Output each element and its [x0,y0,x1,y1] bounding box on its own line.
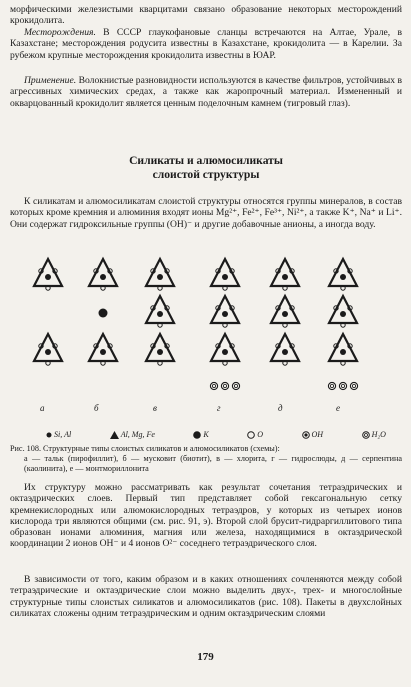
structure-block [329,259,357,290]
structure-block [211,296,239,327]
structure-block [89,334,117,365]
legend-si-al: Si, Al [46,430,71,439]
intro-paragraph: К силикатам и алюмосиликатам слоистой структуры относятся группы минералов, в состав которых кроме кремния и алюминия входят ионы Mg²⁺, Fe²⁺, Fe³⁺, Ni²⁺, а также K⁺, Na⁺ и Li⁺. Они содержат гидроксильные группы (OH)⁻ и другие добавочные анионы, а иногда воду. [10,196,402,230]
body-paragraph-1: Их структуру можно рассматривать как результат сочетания тетраэдрических и октаэдрических слоев. Первый тип представляет собой гексагональную сетку кремнекислородных или алюмокислородных тетраэдров, у которых из четырех ионов кислорода три являются общими (см. рис. 91, э). Второй слой брусит-гидраргиллитового типа образован ионами алюминия, магния или железа, находящимися в октаэдрической координации 2 ионов OH⁻ и 4 ионов O²⁻ соседнего тетраэдрического слоя. [10,482,402,550]
top-paragraph: морфическими железистыми кварцитами связано образование некоторых месторождений крокидолита. [10,4,402,27]
legend-h2o: H₂O [362,430,386,439]
structure-block [271,296,299,327]
figure-label-b: б [94,403,99,413]
body-paragraph-2: В зависимости от того, каким образом и в каких отношениях сочленяются между собой тетраэдрические и октаэдрические слои можно выделить двух-, трех- и многослойные структурные типы слоистых силикатов и алюмосиликатов (рис. 108). Пакеты в двухслойных силикатах сложены одним тетраэдрическим и одним октаэдрическим слоями [10,574,402,619]
structure-block [329,296,357,327]
water-molecule-core [234,384,237,387]
water-molecule-core [223,384,226,387]
legend-oh: OH [302,430,324,439]
water-molecule [221,382,228,389]
figure-label-d: д [278,403,283,413]
figure-label-e: е [336,403,340,413]
water-molecule [232,382,239,389]
legend-k: K [193,430,208,439]
deposits-text: В СССР глаукофановые сланцы встречаются на Алтае, Урале, в Казахстане; месторождения родусита известны в Казахстане, крокидолита — в Карелии. За рубежом крупные месторождения крокидолита известны в ЮАР. [10,27,402,61]
water-molecule [350,382,357,389]
potassium-ion [99,309,108,318]
water-molecule [339,382,346,389]
structure-block [146,296,174,327]
application-text: Волокнистые разновидности используются в качестве фильтров, устойчивых в агрессивных химических средах, а также как жаропрочный материал. Измененный и окварцованный крокидолит является ценным поделочным камнем (тигровый глаз). [10,75,402,109]
structure-block [211,259,239,290]
deposits-lead: Месторождения. [24,27,96,38]
water-molecule [328,382,335,389]
structure-block [211,334,239,365]
legend-o: O [247,430,263,439]
structure-block [34,259,62,290]
figure-label-g: г [217,403,221,413]
water-molecule-core [212,384,215,387]
figure-label-v: в [153,403,157,413]
structure-block [271,259,299,290]
figure-label-a: а [40,403,45,413]
structure-block [146,259,174,290]
water-molecule-core [341,384,344,387]
water-molecule-core [352,384,355,387]
structure-block [34,334,62,365]
water-molecule-core [330,384,333,387]
structure-block [146,334,174,365]
structure-block [89,259,117,290]
structure-block [329,334,357,365]
section-title: Силикаты и алюмосиликаты слоистой структуры [129,154,283,181]
application-lead: Применение. [24,75,77,86]
water-molecule [210,382,217,389]
structure-block [271,334,299,365]
figure-legend [46,430,386,439]
figure-caption: Рис. 108. Структурные типы слоистых силикатов и алюмосиликатов (схемы): а — тальк (пирофиллит), б — мусковит (биотит), в — хлорита, г — гидрослюды, д — серпентина (каолинита), е — монтмориллонита [10,444,402,473]
page-number: 179 [197,651,214,663]
legend-al-mg-fe: Al, Mg, Fe [110,430,155,439]
